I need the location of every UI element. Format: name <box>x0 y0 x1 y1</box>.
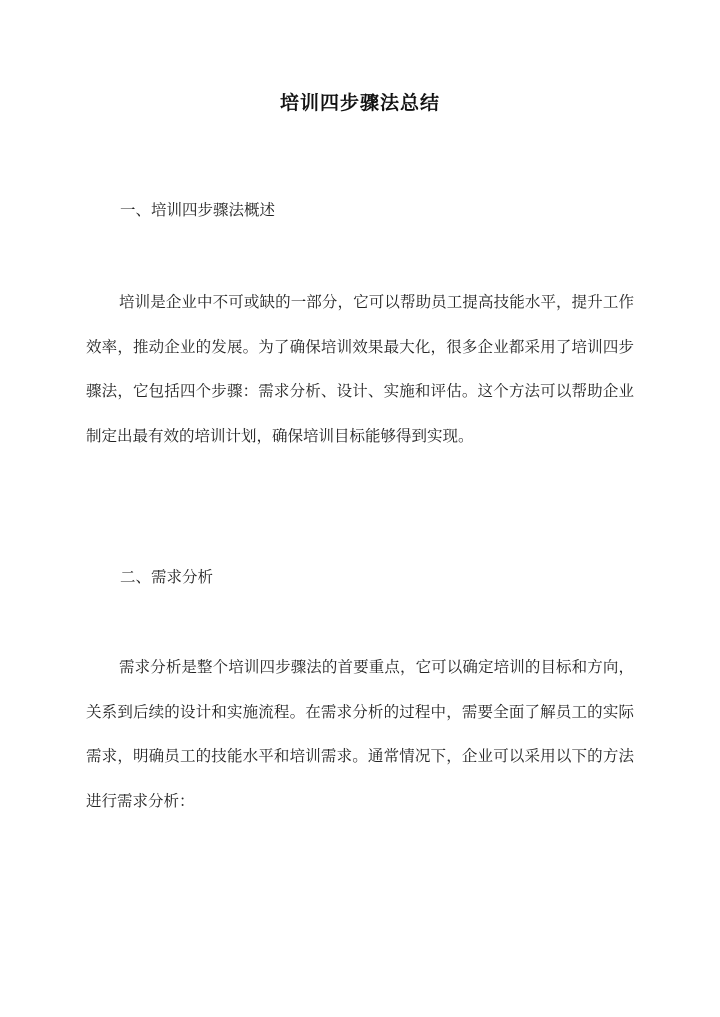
section-heading-overview: 一、培训四步骤法概述 <box>120 201 276 219</box>
document-title: 培训四步骤法总结 <box>279 92 440 114</box>
section-heading-needs-analysis: 二、需求分析 <box>120 568 214 586</box>
section-paragraph-needs-analysis: 需求分析是整个培训四步骤法的首要重点，它可以确定培训的目标和方向，关系到后续的设计和实施流程。在需求分析的过程中，需要全面了解员工的实际需求，明确员工的技能水平和培训需求。通常情况下，企业可以采用以下的方法进行需求分析： <box>86 658 634 810</box>
section-paragraph-overview: 培训是企业中不可或缺的一部分，它可以帮助员工提高技能水平，提升工作效率，推动企业的发展。为了确保培训效果最大化，很多企业都采用了培训四步骤法，它包括四个步骤：需求分析、设计、实施和评估。这个方法可以帮助企业制定出最有效的培训计划，确保培训目标能够得到实现。 <box>86 293 634 445</box>
